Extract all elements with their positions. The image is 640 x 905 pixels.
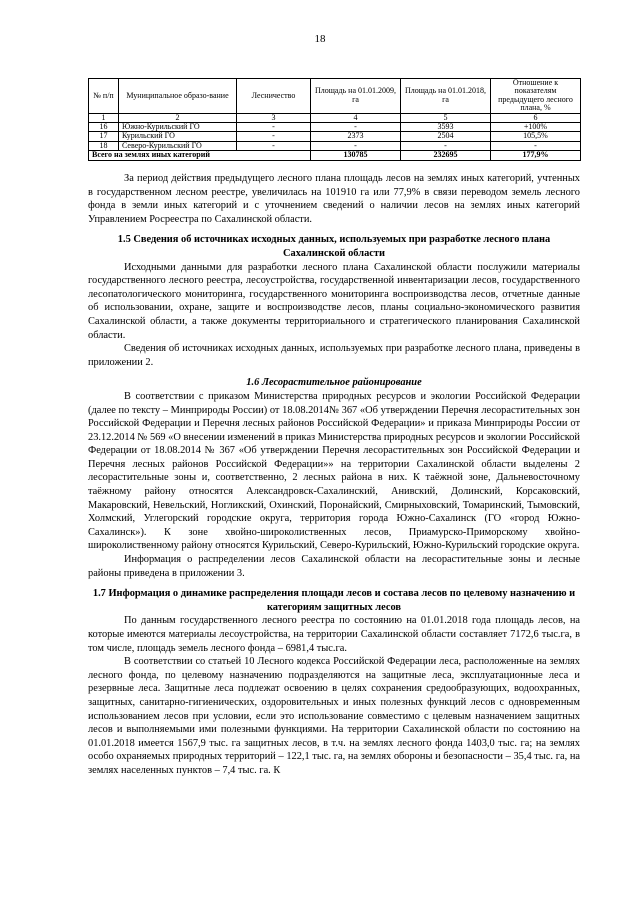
section-heading-1-5: 1.5 Сведения об источниках исходных данных, используемых при разработке лесного плана Сахалинской области <box>117 234 551 259</box>
table-cell: 105,5% <box>491 132 581 141</box>
total-ratio: 177,9% <box>491 151 581 160</box>
table-cell: - <box>237 122 311 131</box>
table-total-row <box>89 151 581 160</box>
table-cell: - <box>237 141 311 150</box>
table-cell: Южно-Курильский ГО <box>119 122 237 131</box>
paragraph: За период действия предыдущего лесного плана площадь лесов на землях иных категорий, учтенных в государственном лесном реестре, увеличилась на 101910 га или 77,9% в связи переводом земель лесного фонда в земли иных категорий и с уточнением сведений о наличии лесов на землях иных категорий Управлением Росреестра по Сахалинской области. <box>88 173 580 225</box>
table-cell: - <box>311 122 401 131</box>
number-cell: 3 <box>237 113 311 122</box>
table-cell: 17 <box>89 132 119 141</box>
page-number: 18 <box>314 33 326 45</box>
table-cell: 16 <box>89 122 119 131</box>
table-cell: +100% <box>491 122 581 131</box>
number-cell: 6 <box>491 113 581 122</box>
table-cell: - <box>401 141 491 150</box>
number-cell: 2 <box>119 113 237 122</box>
section-heading-1-6: 1.6 Лесорастительное районирование <box>246 377 422 389</box>
paragraph: В соответствии с приказом Министерства природных ресурсов и экологии Российской Федерации (далее по тексту – Минприроды России) от 18.08.2014№ 367 «Об утверждении Перечня лесорастительных зон Российской Федерации и Перечня лесных районов Российской Федерации» и приказа Минприроды России от 23.12.2014 № 569 «О внесении изменений в приказ Министерства природных ресурсов и экологии Российской Федерации от 18.08.2014 № 367 «Об утверждении Перечня лесорастительных зон Российской Федерации и Перечня лесных районов Российской Федерации»» на территории Сахалинской области выделены 2 лесорастительные зоны и, соответственно, 2 лесных района в них. К таёжной зоне, Дальневосточному таёжному району относятся Александровск-Сахалинский, Анивский, Долинский, Корсаковский, Макаровский, Невельский, Ногликский, Охинский, Поронайский, Смирныховский, Томаринский, Тымовский, Холмский, Углегорский городские округа, территория города Южно-Сахалинск (ГО «город Южно-Сахалинск»). К зоне хвойно-широколиственных лесов, Приамурско-Приморскому хвойно-широколиственному району относятся Курильский, Северо-Курильский, Южно-Курильский городские округа. <box>88 390 580 552</box>
header-cell: Площадь на 01.01.2018, га <box>401 79 491 114</box>
number-cell: 1 <box>89 113 119 122</box>
table-cell: - <box>311 141 401 150</box>
total-2009: 130785 <box>311 151 401 160</box>
paragraph: Информация о распределении лесов Сахалинской области на лесорастительные зоны и лесные районы приведена в приложении 3. <box>88 554 580 579</box>
header-cell: Муниципальное образо-вание <box>119 79 237 114</box>
number-cell: 4 <box>311 113 401 122</box>
total-2018: 232695 <box>401 151 491 160</box>
header-cell: Отношение к показателям предыдущего лесного плана, % <box>491 79 581 114</box>
table-cell: 3593 <box>401 122 491 131</box>
table-row <box>89 132 581 141</box>
paragraph: По данным государственного лесного реестра по состоянию на 01.01.2018 года площадь лесов, на которые имеются материалы лесоустройства, на территории Сахалинской области составляет 7172,6 тыс.га, в том числе, площадь земель лесного фонда – 6981,4 тыс.га. <box>88 615 580 654</box>
table-cell: Курильский ГО <box>119 132 237 141</box>
table-cell: - <box>237 132 311 141</box>
table-cell: Северо-Курильский ГО <box>119 141 237 150</box>
header-cell: Лесничество <box>237 79 311 114</box>
paragraph: Исходными данными для разработки лесного плана Сахалинской области послужили материалы государственного лесного реестра, лесоустройства, государственной инвентаризации лесов, государственного лесопатологического мониторинга, государственного мониторинга воспроизводства лесов, отчетные данные об использовании, охране, защите и воспроизводстве лесов, планы социально-экономического развития Сахалинской области, а также документы территориального и стратегического планирования Сахалинской области. <box>88 261 580 341</box>
header-cell: Площадь на 01.01.2009, га <box>311 79 401 114</box>
table-header-row <box>89 79 581 114</box>
number-cell: 5 <box>401 113 491 122</box>
table-cell: 18 <box>89 141 119 150</box>
forest-area-table <box>88 78 581 161</box>
section-heading-1-7: 1.7 Информация о динамике распределения площади лесов и состава лесов по целевому назначению и категориям защитных лесов <box>92 588 576 613</box>
total-label: Всего на землях иных категорий <box>89 151 311 160</box>
paragraph: В соответствии со статьей 10 Лесного кодекса Российской Федерации леса, расположенные на землях лесного фонда, по целевому назначению подразделяются на защитные леса, эксплуатационные леса и резервные леса. Защитные леса подлежат освоению в целях сохранения средообразующих, водоохранных, защитных, санитарно-гигиенических, оздоровительных и иных полезных функций лесов с одновременным использованием лесов при условии, если это использование совместимо с целевым назначением защитных лесов и выполняемыми ими полезными функциями. На территории Сахалинской области по состоянию на 01.01.2018 имеется 1567,9 тыс. га защитных лесов, в т.ч. на землях лесного фонда 1403,0 тыс. га; на землях особо охраняемых природных территорий – 122,1 тыс. га, на землях обороны и безопасности – 35,4 тыс. га, на землях населенных пунктов – 7,4 тыс. га. К <box>88 656 580 776</box>
table-cell: 2504 <box>401 132 491 141</box>
paragraph: Сведения об источниках исходных данных, используемых при разработке лесного плана, приведены в приложении 2. <box>88 343 580 368</box>
header-cell: № п/п <box>89 79 119 114</box>
table-cell: - <box>491 141 581 150</box>
table-cell: 2373 <box>311 132 401 141</box>
body-text <box>88 172 580 778</box>
